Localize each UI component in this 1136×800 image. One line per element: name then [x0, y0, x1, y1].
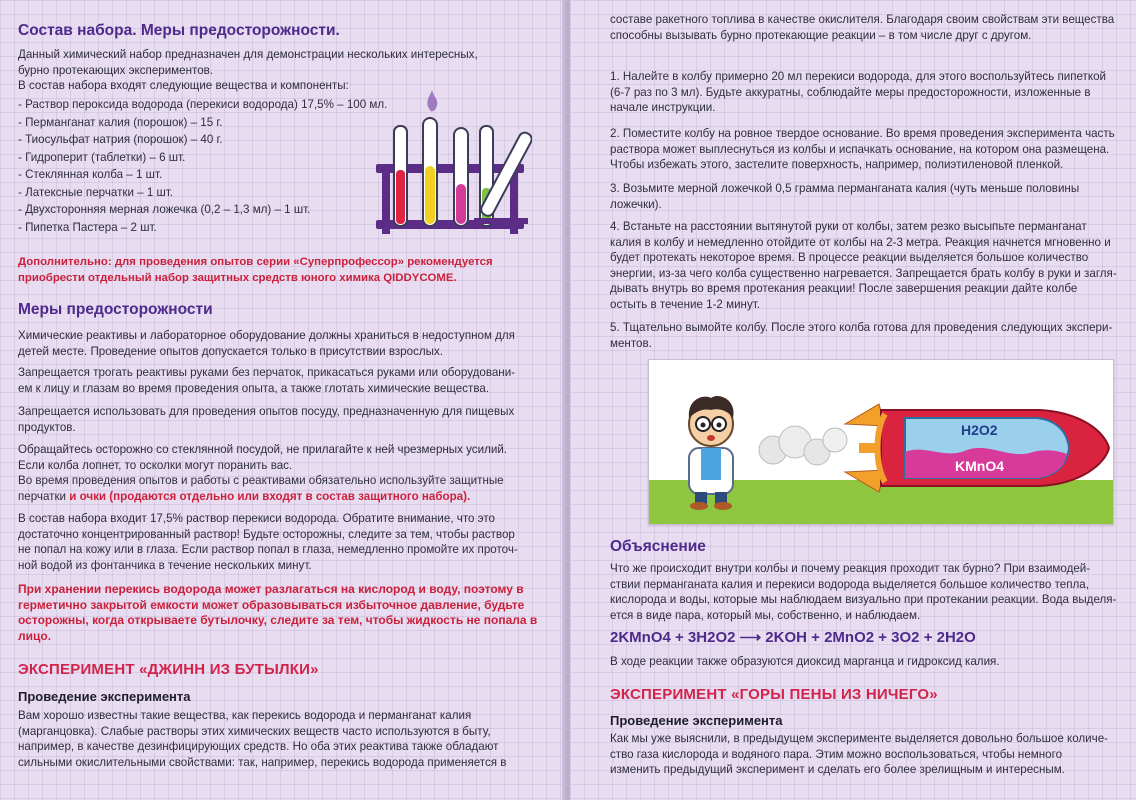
intro-paragraph	[18, 47, 518, 94]
procedure-paragraph	[18, 708, 548, 770]
warning-line: При хранении перекись водорода может разлагаться на кислород и воду, поэтому в	[18, 582, 524, 596]
safety-line	[18, 489, 548, 505]
safety-line: Если колба лопнет, то осколки могут поранить вас.	[18, 458, 293, 472]
continuation-line: способны вызывать бурно протекающие реакции – в том числе друг с другом.	[610, 28, 1032, 42]
experiment-foam-title: ЭКСПЕРИМЕНТ «ГОРЫ ПЕНЫ ИЗ НИЧЕГО»	[610, 686, 938, 703]
procedure2-paragraph	[610, 731, 1125, 778]
explanation-title: Объяснение	[610, 538, 706, 555]
rocket-label-h2o2: H2O2	[961, 422, 998, 438]
explanation-line: ствии перманганата калия и перекиси водорода выделяется большое количество тепла,	[610, 577, 1089, 591]
component-item: - Латексные перчатки – 1 шт.	[18, 185, 174, 199]
procedure-line: сильными окислительными свойствами: так, например, перекись водорода применяется в	[18, 755, 507, 769]
procedure2-title: Проведение эксперимента	[610, 713, 783, 728]
component-item: - Тиосульфат натрия (порошок) – 40 г.	[18, 133, 223, 146]
rocket-label-kmno4: KMnO4	[955, 458, 1004, 474]
intro-line: Данный химический набор предназначен для демонстрации нескольких интересных,	[18, 48, 478, 61]
step-line: калия в колбу и немедленно отойдите от колбы на 2-3 метра. Реакция начнется мгновенно и	[610, 235, 1111, 249]
step-line: будет протекать некоторое время. В процессе реакции выделяется большое количество	[610, 251, 1089, 265]
safety-line: Запрещается трогать реактивы руками без перчаток, прикасаться руками или оборудовани-	[18, 366, 516, 379]
additional-note	[18, 255, 548, 286]
safety-line: ем к лицу и глазам во время проведения опыта, а также глотать химические вещества.	[18, 381, 490, 395]
procedure-line: Вам хорошо известны такие вещества, как перекись водорода и перманганат калия	[18, 709, 472, 722]
step-line: 5. Тщательно вымойте колбу. После этого колба готова для проведения следующих экспери-	[610, 321, 1113, 334]
step-line: 4. Встаньте на расстоянии вытянутой руки от колбы, затем резко высыпьте перманганат	[610, 220, 1087, 233]
warning-line: осторожны, когда открываете бутылочку, следите за тем, чтобы жидкость не попала в	[18, 613, 538, 628]
safety-line: Запрещается использовать для проведения опытов посуду, предназначенную для пищевых	[18, 405, 515, 418]
rocket-icon	[845, 404, 1109, 492]
step-line: 1. Налейте в колбу примерно 20 мл перекиси водорода, для этого воспользуйтесь пипеткой	[610, 70, 1106, 83]
rocket-scene-icon	[649, 360, 1114, 525]
test-tubes-illustration	[372, 88, 532, 253]
after-equation-text: В ходе реакции также образуются диоксид марганца и гидроксид калия.	[610, 655, 1000, 668]
step-line: 3. Возьмите мерной ложечкой 0,5 грамма перманганата калия (чуть меньше половины	[610, 182, 1080, 195]
safety-line: достаточно концентрированный раствор! Будьте осторожны, следите за тем, чтобы раствор	[18, 527, 515, 541]
step-line: энергии, из-за чего колба существенно нагревается. Запрещается брать колбу в руки и загля-	[610, 266, 1117, 280]
components-list	[18, 96, 398, 236]
component-item: - Стеклянная колба – 1 шт.	[18, 168, 163, 181]
step-3	[610, 181, 1125, 212]
safety-line: Обращайтесь осторожно со стеклянной посудой, не прилагайте к ней чрезмерных усилий.	[18, 443, 508, 456]
intro-line: В состав набора входят следующие вещества и компоненты:	[18, 79, 349, 93]
safety-paragraph	[18, 404, 548, 435]
explanation-line: Что же происходит внутри колбы и почему реакция проходит так бурно? При взаимодей-	[610, 562, 1091, 575]
component-item: - Раствор пероксида водорода (перекиси водорода) 17,5% – 100 мл.	[18, 98, 388, 111]
procedure-line: например, в качестве дезинфицирующих средств. Но оба этих реактива также обладают	[18, 740, 499, 754]
component-item: - Гидроперит (таблетки) – 6 шт.	[18, 150, 186, 164]
safety-paragraph	[18, 328, 548, 359]
safety-line: Химические реактивы и лабораторное оборудование должны храниться в недоступном для	[18, 329, 515, 342]
safety-paragraph	[18, 365, 548, 396]
procedure2-line: Как мы уже выяснили, в предыдущем эксперименте выделяется довольно большое количе-	[610, 732, 1108, 745]
step-1	[610, 69, 1125, 116]
gloves-text: перчатки	[18, 489, 70, 503]
step-2	[610, 126, 1125, 173]
explanation-paragraph	[610, 561, 1125, 623]
component-item: - Пипетка Пастера – 2 шт.	[18, 220, 157, 234]
continuation-paragraph	[610, 12, 1125, 43]
procedure2-line: ство газа кислорода и водяного пара. Этим можно воспользоваться, чтобы немного	[610, 747, 1063, 761]
reaction-equation: 2KMnO4 + 3H2O2 ⟶ 2KOH + 2MnO2 + 3O2 + 2H2O	[610, 629, 976, 646]
continuation-line: составе ракетного топлива в качестве окислителя. Благодаря своим свойствам эти вещества	[610, 13, 1115, 26]
procedure-line: (марганцовка). Слабые растворы этих химических веществ часто используются в быту,	[18, 724, 491, 738]
procedure-title: Проведение эксперимента	[18, 689, 191, 704]
peroxide-paragraph	[18, 511, 548, 573]
step-line: начале инструкции.	[610, 101, 716, 115]
scientist-icon	[689, 396, 734, 510]
note-line: приобрести отдельный набор защитных средств юного химика QIDDYCOME.	[18, 271, 457, 284]
note-line: Дополнительно: для проведения опытов серии «Суперпрофессор» рекомендуется	[18, 256, 493, 268]
step-line: раствора может выплеснуться из колбы и испачкать основание, на котором она размещена.	[610, 142, 1110, 156]
explanation-line: кислорода и воды, которые мы наблюдаем визуально при протекании реакции. Вода выделя-	[610, 593, 1117, 607]
safety-line: продуктов.	[18, 420, 76, 434]
explanation-line: ется в виде пара, который мы, собственно, и наблюдаем.	[610, 608, 921, 622]
kit-contents-title: Состав набора. Меры предосторожности.	[18, 22, 340, 39]
safety-line: не попал на кожу или в глаза. Если раствор попал в глаза, немедленно промойте их проточ-	[18, 543, 518, 557]
safety-paragraph	[18, 442, 548, 504]
safety-line: детей месте. Проведение опытов допускается только в присутствии взрослых.	[18, 344, 443, 358]
safety-line: В состав набора входит 17,5% раствор перекиси водорода. Обратите внимание, что это	[18, 512, 495, 525]
test-tube-rack-icon	[372, 88, 532, 248]
goggles-note: и очки (продаются отдельно или входят в состав защитного набора).	[69, 489, 471, 503]
step-line: 2. Поместите колбу на ровное твердое основание. Во время проведения эксперимента часть	[610, 127, 1115, 140]
step-line: (6-7 раз по 3 мл). Будьте аккуратны, соблюдайте меры предосторожности, изложенные в	[610, 85, 1091, 99]
procedure2-line: изменить предыдущий эксперимент и сделать его более зрелищным и интересным.	[610, 763, 1065, 777]
warning-line: лицо.	[18, 628, 52, 643]
step-line: дывать внутрь во время протекания реакции! После завершения реакции дайте колбе	[610, 282, 1078, 296]
experiment-genie-title: ЭКСПЕРИМЕНТ «ДЖИНН ИЗ БУТЫЛКИ»	[18, 661, 319, 678]
safety-title: Меры предосторожности	[18, 301, 213, 318]
safety-line: ной водой из фонтанчика в течение нескольких минут.	[18, 558, 312, 572]
step-line: ментов.	[610, 336, 652, 350]
step-line: остыть в течение 1-2 минут.	[610, 297, 760, 311]
step-line: Чтобы избежать этого, застелите поверхность, например, полиэтиленовой пленкой.	[610, 158, 1064, 172]
step-line: ложечки).	[610, 197, 662, 211]
rocket-illustration	[648, 359, 1114, 525]
intro-line: бурно протекающих экспериментов.	[18, 63, 214, 77]
component-item: - Двухсторонняя мерная ложечка (0,2 – 1,3 мл) – 1 шт.	[18, 203, 311, 216]
warning-line: герметично закрытой емкости может образовываться избыточное давление, будьте	[18, 597, 525, 612]
component-item: - Перманганат калия (порошок) – 15 г.	[18, 115, 223, 129]
storage-warning	[18, 582, 548, 644]
step-5	[610, 320, 1125, 351]
step-4	[610, 219, 1125, 313]
safety-line: Во время проведения опытов и работы с реактивами обязательно используйте защитные	[18, 474, 504, 488]
